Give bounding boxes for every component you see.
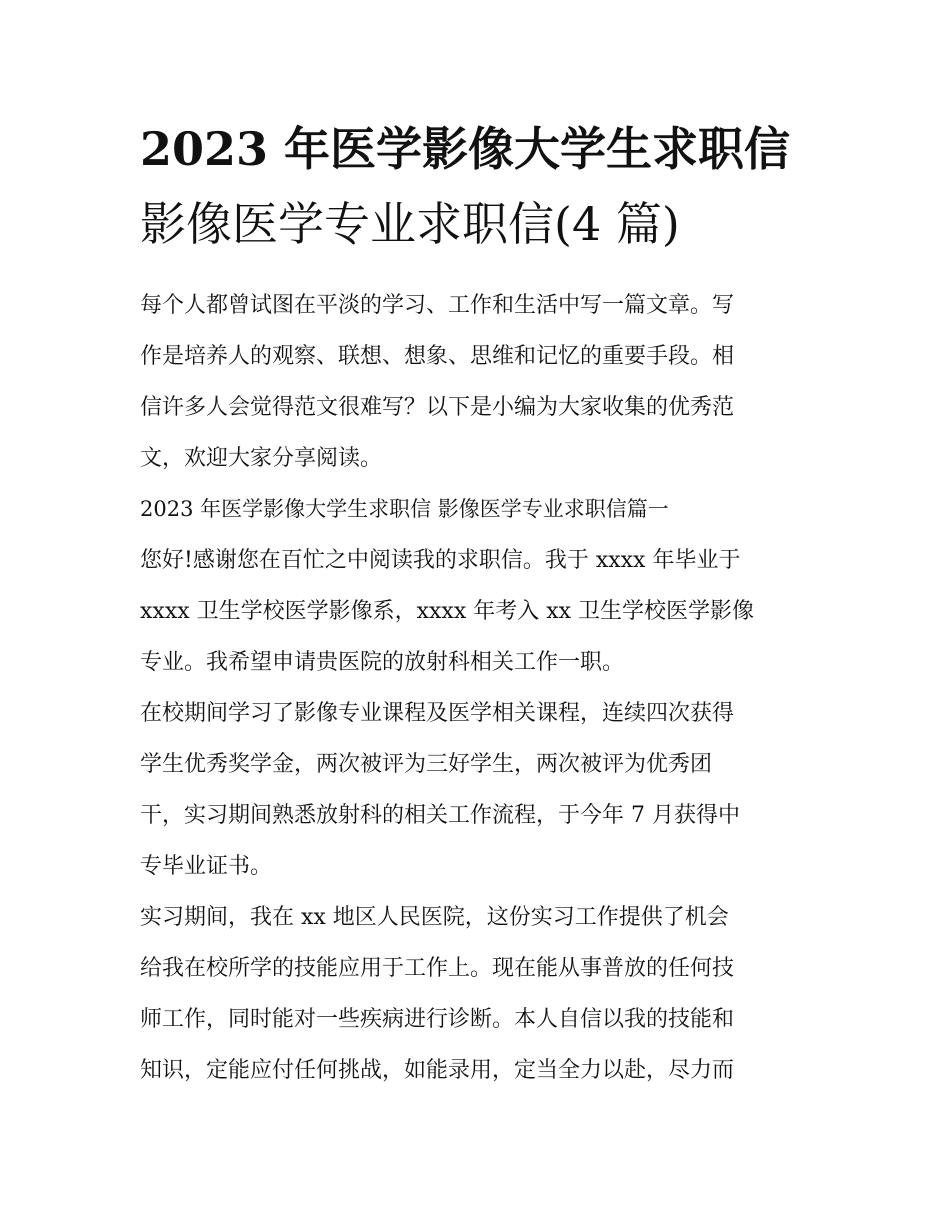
text-line: 每个人都曾试图在平淡的学习、工作和生活中写一篇文章。写 bbox=[140, 293, 735, 318]
section-heading bbox=[140, 484, 820, 535]
title-line-1: 2023 年医学影像大学生求职信 bbox=[140, 122, 791, 176]
document-content bbox=[140, 112, 820, 1096]
text-line: 文，欢迎大家分享阅读。 bbox=[140, 446, 383, 471]
text-line: 学生优秀奖学金，两次被评为三好学生，两次被评为优秀团 bbox=[140, 752, 713, 777]
letter-paragraph-3 bbox=[140, 892, 820, 1096]
text-line: 给我在校所学的技能应用于工作上。现在能从事普放的任何技 bbox=[140, 956, 735, 981]
text-line: 您好!感谢您在百忙之中阅读我的求职信。我于 xxxx 年毕业于 bbox=[140, 548, 741, 573]
text-line: 知识，定能应付任何挑战，如能录用，定当全力以赴，尽力而 bbox=[140, 1058, 735, 1083]
letter-paragraph-2 bbox=[140, 688, 820, 892]
text-line: 干，实习期间熟悉放射科的相关工作流程，于今年 7 月获得中 bbox=[140, 803, 740, 828]
text-line: 信许多人会觉得范文很难写？以下是小编为大家收集的优秀范 bbox=[140, 395, 735, 420]
letter-paragraph-1 bbox=[140, 535, 820, 688]
text-line: xxxx 卫生学校医学影像系，xxxx 年考入 xx 卫生学校医学影像 bbox=[140, 599, 755, 624]
text-line: 作是培养人的观察、联想、想象、思维和记忆的重要手段。相 bbox=[140, 344, 735, 369]
section-heading-text: 2023 年医学影像大学生求职信 影像医学专业求职信篇一 bbox=[140, 497, 669, 521]
text-line: 专毕业证书。 bbox=[140, 854, 273, 879]
text-line: 师工作，同时能对一些疾病进行诊断。本人自信以我的技能和 bbox=[140, 1007, 735, 1032]
text-line: 在校期间学习了影像专业课程及医学相关课程，连续四次获得 bbox=[140, 701, 735, 726]
text-line: 实习期间，我在 xx 地区人民医院，这份实习工作提供了机会 bbox=[140, 905, 729, 930]
text-line: 专业。我希望申请贵医院的放射科相关工作一职。 bbox=[140, 650, 625, 675]
document-title bbox=[140, 112, 820, 262]
title-line-2: 影像医学专业求职信(4 篇) bbox=[140, 197, 680, 251]
intro-paragraph bbox=[140, 280, 820, 484]
